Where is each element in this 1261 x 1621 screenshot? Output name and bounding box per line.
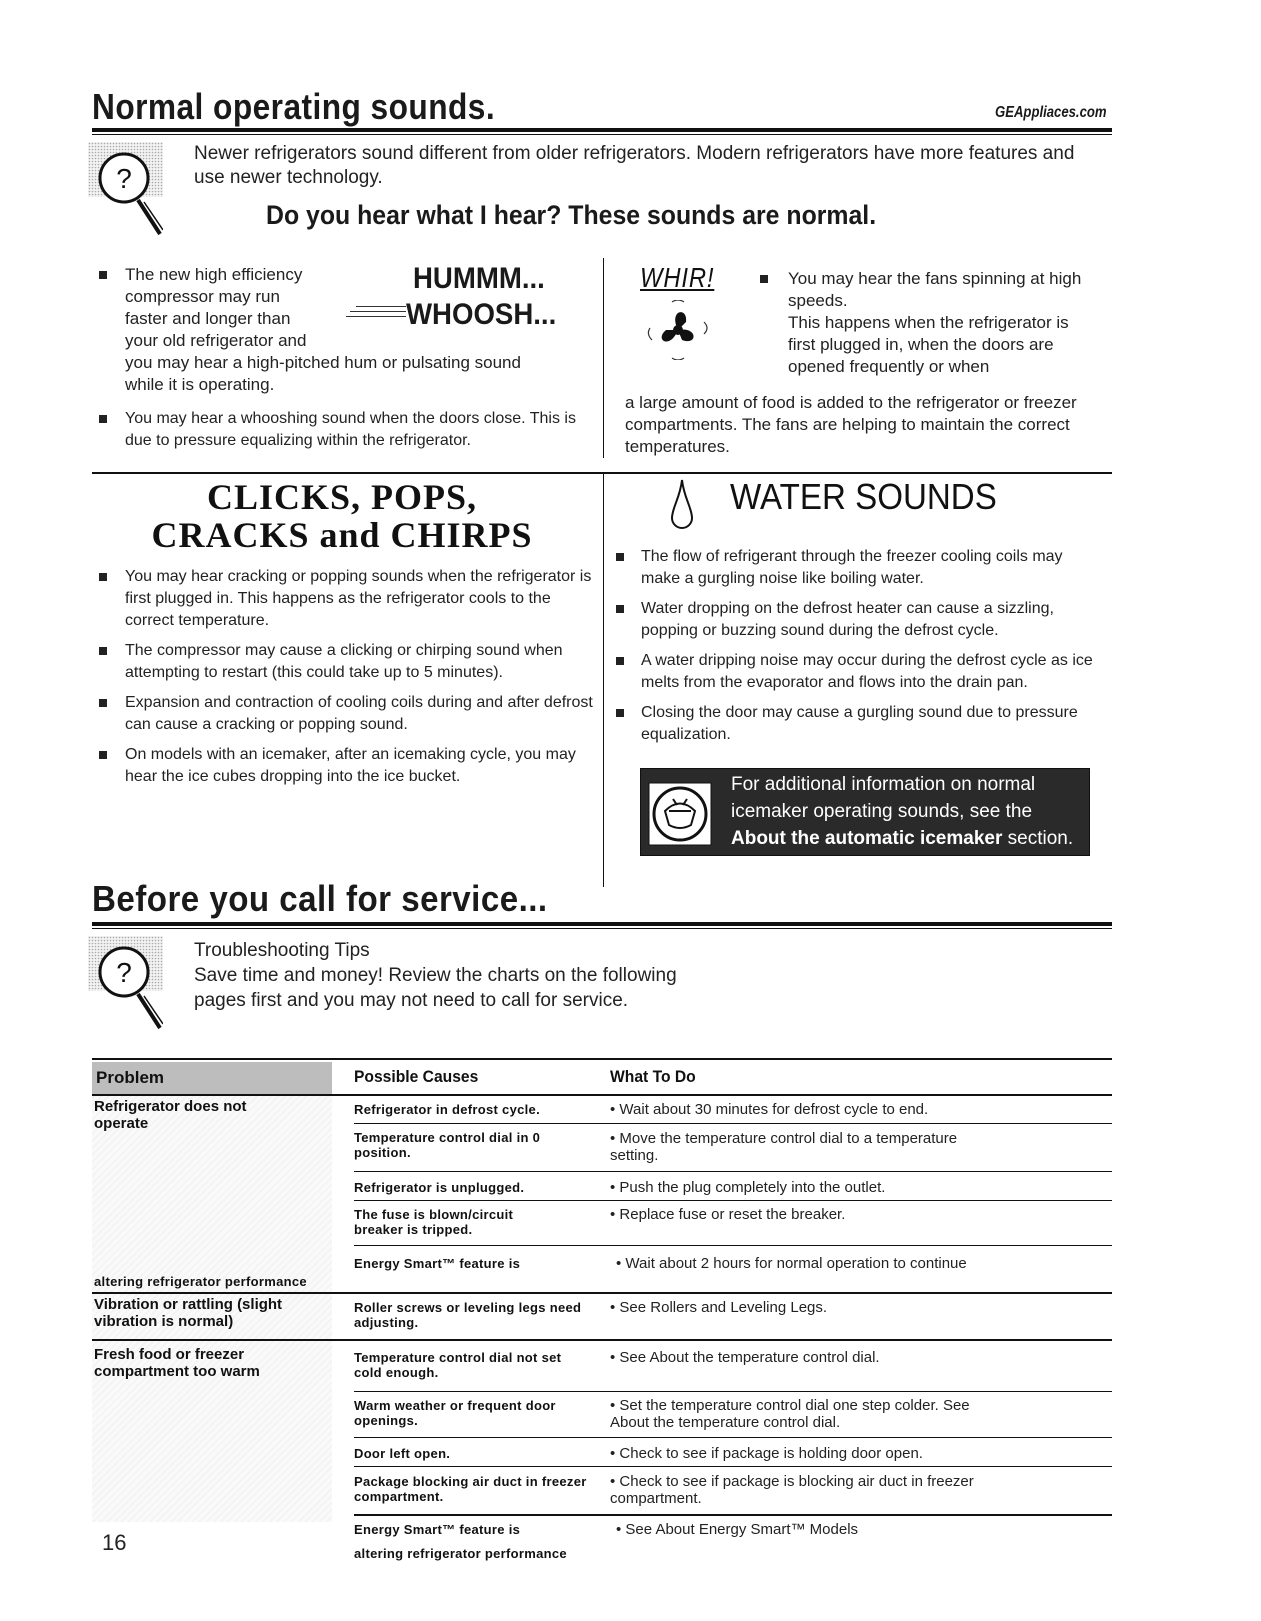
whir-line: speeds. <box>788 291 848 310</box>
cause-cell: Refrigerator in defrost cycle. <box>354 1102 540 1117</box>
fan-icon <box>640 300 716 360</box>
row-rule <box>354 1200 1112 1201</box>
whir-line: This happens when the refrigerator is <box>788 313 1069 332</box>
cause-cell-tail: altering refrigerator performance <box>354 1546 567 1561</box>
problem-cell: Vibration or rattling (slight vibration is normal) <box>94 1296 283 1330</box>
todo-cell: • See About Energy Smart™ Models <box>616 1521 859 1538</box>
todo-cell: • See About the temperature control dial. <box>610 1349 880 1366</box>
problem-cell: Refrigerator does not operate <box>94 1098 247 1132</box>
hum-bullet-1 <box>96 264 596 396</box>
cause-cell-tail: altering refrigerator performance <box>94 1274 307 1289</box>
column-divider-top <box>603 258 604 458</box>
list-item: A water dripping noise may occur during the defrost cycle as ice melts from the evaporator and flows into the drain pan. <box>613 650 1103 694</box>
todo-cell: • Set the temperature control dial one step colder. See About the temperature control dial. <box>610 1397 970 1431</box>
hummm-label: HUMMM... <box>413 262 545 295</box>
row-rule <box>354 1391 1112 1392</box>
row-rule <box>354 1466 1112 1467</box>
list-item: On models with an icemaker, after an icemaking cycle, you may hear the ice cubes dropping into the ice bucket. <box>96 744 601 788</box>
list-item: You may hear a whooshing sound when the doors close. This is due to pressure equalizing within the refrigerator. <box>96 408 596 452</box>
icemaker-info-text <box>731 771 1091 852</box>
list-item: Expansion and contraction of cooling coils during and after defrost can cause a cracking or popping sound. <box>96 692 601 736</box>
group-rule <box>92 1292 1112 1294</box>
title-rule <box>92 128 1112 132</box>
todo-cell: • Wait about 30 minutes for defrost cycle to end. <box>610 1101 929 1118</box>
todo-cell: • Check to see if package is blocking air duct in freezer compartment. <box>610 1473 974 1507</box>
cause-cell: Energy Smart™ feature is <box>354 1256 521 1271</box>
hum-bullet-2 <box>96 408 596 452</box>
whir-label: WHIR! <box>640 262 715 293</box>
cause-cell: Warm weather or frequent door openings. <box>354 1398 556 1428</box>
clicks-title <box>92 478 592 554</box>
service-title: Before you call for service... <box>92 878 548 919</box>
todo-cell: • See Rollers and Leveling Legs. <box>610 1299 828 1316</box>
row-rule <box>354 1437 1112 1438</box>
info-line: icemaker operating sounds, see the <box>731 801 1033 822</box>
title-rule-thin <box>92 134 1112 135</box>
header-causes: Possible Causes <box>354 1067 479 1086</box>
list-item: Water dropping on the defrost heater can cause a sizzling, popping or buzzing sound during the defrost cycle. <box>613 598 1103 642</box>
icemaker-section-link[interactable]: About the automatic icemaker <box>731 828 1003 849</box>
todo-cell: • Wait about 2 hours for normal operation to continue <box>616 1255 967 1272</box>
cause-cell: Door left open. <box>354 1446 451 1461</box>
svg-text:?: ? <box>116 163 132 194</box>
cause-cell: Temperature control dial not set cold enough. <box>354 1350 562 1380</box>
tips-line: Save time and money! Review the charts on the following <box>194 965 677 986</box>
cause-cell: Energy Smart™ feature is <box>354 1522 521 1537</box>
cause-cell: Refrigerator is unplugged. <box>354 1180 525 1195</box>
page-number: 16 <box>102 1530 127 1555</box>
todo-text: Wait about 30 minutes for defrost cycle to end. <box>619 1101 929 1118</box>
whir-tail: a large amount of food is added to the refrigerator or freezer compartments. The fans are helping to maintain the correct temperatures. <box>625 393 1077 456</box>
sounds-heading: Do you hear what I hear? These sounds are normal. <box>266 200 877 230</box>
question-magnifier-icon <box>88 936 163 1031</box>
todo-cell: • Check to see if package is holding door open. <box>610 1445 923 1462</box>
header-problem-label: Problem <box>96 1068 165 1087</box>
hum-line: The new high efficiency <box>125 265 303 284</box>
water-list <box>613 546 1103 746</box>
todo-text: See About the temperature control dial. <box>619 1349 880 1366</box>
whir-line: first plugged in, when the doors are <box>788 335 1054 354</box>
row-rule <box>354 1245 1112 1246</box>
todo-text: Push the plug completely into the outlet. <box>619 1179 886 1196</box>
list-item: You may hear cracking or popping sounds when the refrigerator is first plugged in. This happens as the refrigerator cools to the correct temperature. <box>96 566 601 632</box>
page-title: Normal operating sounds. <box>92 86 496 127</box>
intro-text: Newer refrigerators sound different from older refrigerators. Modern refrigerators have more features and use newer technology. <box>194 143 1075 188</box>
section-rule <box>92 472 1112 474</box>
header-rule <box>92 1094 1112 1096</box>
cause-cell: Package blocking air duct in freezer compartment. <box>354 1474 587 1504</box>
table-top-rule <box>92 1058 1112 1060</box>
info-tail: section. <box>1002 828 1074 849</box>
header-todo: What To Do <box>610 1067 696 1086</box>
tips-line: pages first and you may not need to call for service. <box>194 990 629 1011</box>
todo-text: Check to see if package is holding door open. <box>619 1445 923 1462</box>
cause-cell: Roller screws or leveling legs need adjusting. <box>354 1300 582 1330</box>
column-divider-mid <box>603 472 604 887</box>
whoosh-label: WHOOSH... <box>406 298 557 331</box>
svg-text:?: ? <box>116 957 132 988</box>
group-rule <box>92 1339 1112 1341</box>
tips-title: Troubleshooting Tips <box>194 940 370 961</box>
todo-text: Move the temperature control dial to a temperature setting. <box>610 1130 958 1164</box>
hum-line: while it is operating. <box>125 375 275 394</box>
todo-cell: • Push the plug completely into the outlet. <box>610 1179 886 1196</box>
hum-line: your old refrigerator and <box>125 331 307 350</box>
clicks-title-line: CRACKS and CHIRPS <box>151 515 533 555</box>
water-title: WATER SOUNDS <box>730 476 997 517</box>
info-line: For additional information on normal <box>731 774 1036 795</box>
row-rule <box>354 1514 1112 1516</box>
list-item: The compressor may cause a clicking or chirping sound when attempting to restart (this could take up to 5 minutes). <box>96 640 601 684</box>
header-problem <box>92 1062 332 1094</box>
icemaker-icon <box>647 781 713 847</box>
row-rule <box>354 1123 1112 1124</box>
clicks-title-line: CLICKS, POPS, <box>206 477 478 517</box>
row-rule <box>354 1171 1112 1172</box>
cause-cell: Temperature control dial in 0 position. <box>354 1130 541 1160</box>
hum-line: compressor may run <box>125 287 280 306</box>
hum-line: faster and longer than <box>125 309 291 328</box>
todo-text: Check to see if package is blocking air duct in freezer compartment. <box>610 1473 974 1507</box>
whir-line: You may hear the fans spinning at high <box>788 269 1082 288</box>
list-item: Closing the door may cause a gurgling sound due to pressure equalization. <box>613 702 1103 746</box>
todo-text: Set the temperature control dial one step colder. See About the temperature control dial. <box>610 1397 970 1431</box>
question-magnifier-icon <box>88 142 163 237</box>
cause-cell: The fuse is blown/circuit breaker is tripped. <box>354 1207 514 1237</box>
hum-line: you may hear a high-pitched hum or pulsating sound <box>125 353 521 372</box>
website-label: GEAppliaces.com <box>995 104 1107 121</box>
clicks-list <box>96 566 601 788</box>
todo-text: See About Energy Smart™ Models <box>625 1521 859 1538</box>
water-drop-icon <box>670 478 694 530</box>
problem-cell: Fresh food or freezer compartment too warm <box>94 1346 260 1380</box>
icemaker-info-box <box>640 768 1090 856</box>
troubleshooting-tips <box>194 938 894 1013</box>
service-rule-thin <box>92 928 1112 929</box>
todo-cell: • Move the temperature control dial to a temperature setting. <box>610 1130 958 1164</box>
todo-text: Replace fuse or reset the breaker. <box>619 1206 846 1223</box>
service-rule <box>92 922 1112 926</box>
whir-bullet <box>760 268 1120 378</box>
whir-line: opened frequently or when <box>788 357 990 376</box>
todo-text: Wait about 2 hours for normal operation to continue <box>625 1255 967 1272</box>
todo-text: See Rollers and Leveling Legs. <box>619 1299 828 1316</box>
todo-cell: • Replace fuse or reset the breaker. <box>610 1206 846 1223</box>
list-item: The flow of refrigerant through the freezer cooling coils may make a gurgling noise like boiling water. <box>613 546 1103 590</box>
